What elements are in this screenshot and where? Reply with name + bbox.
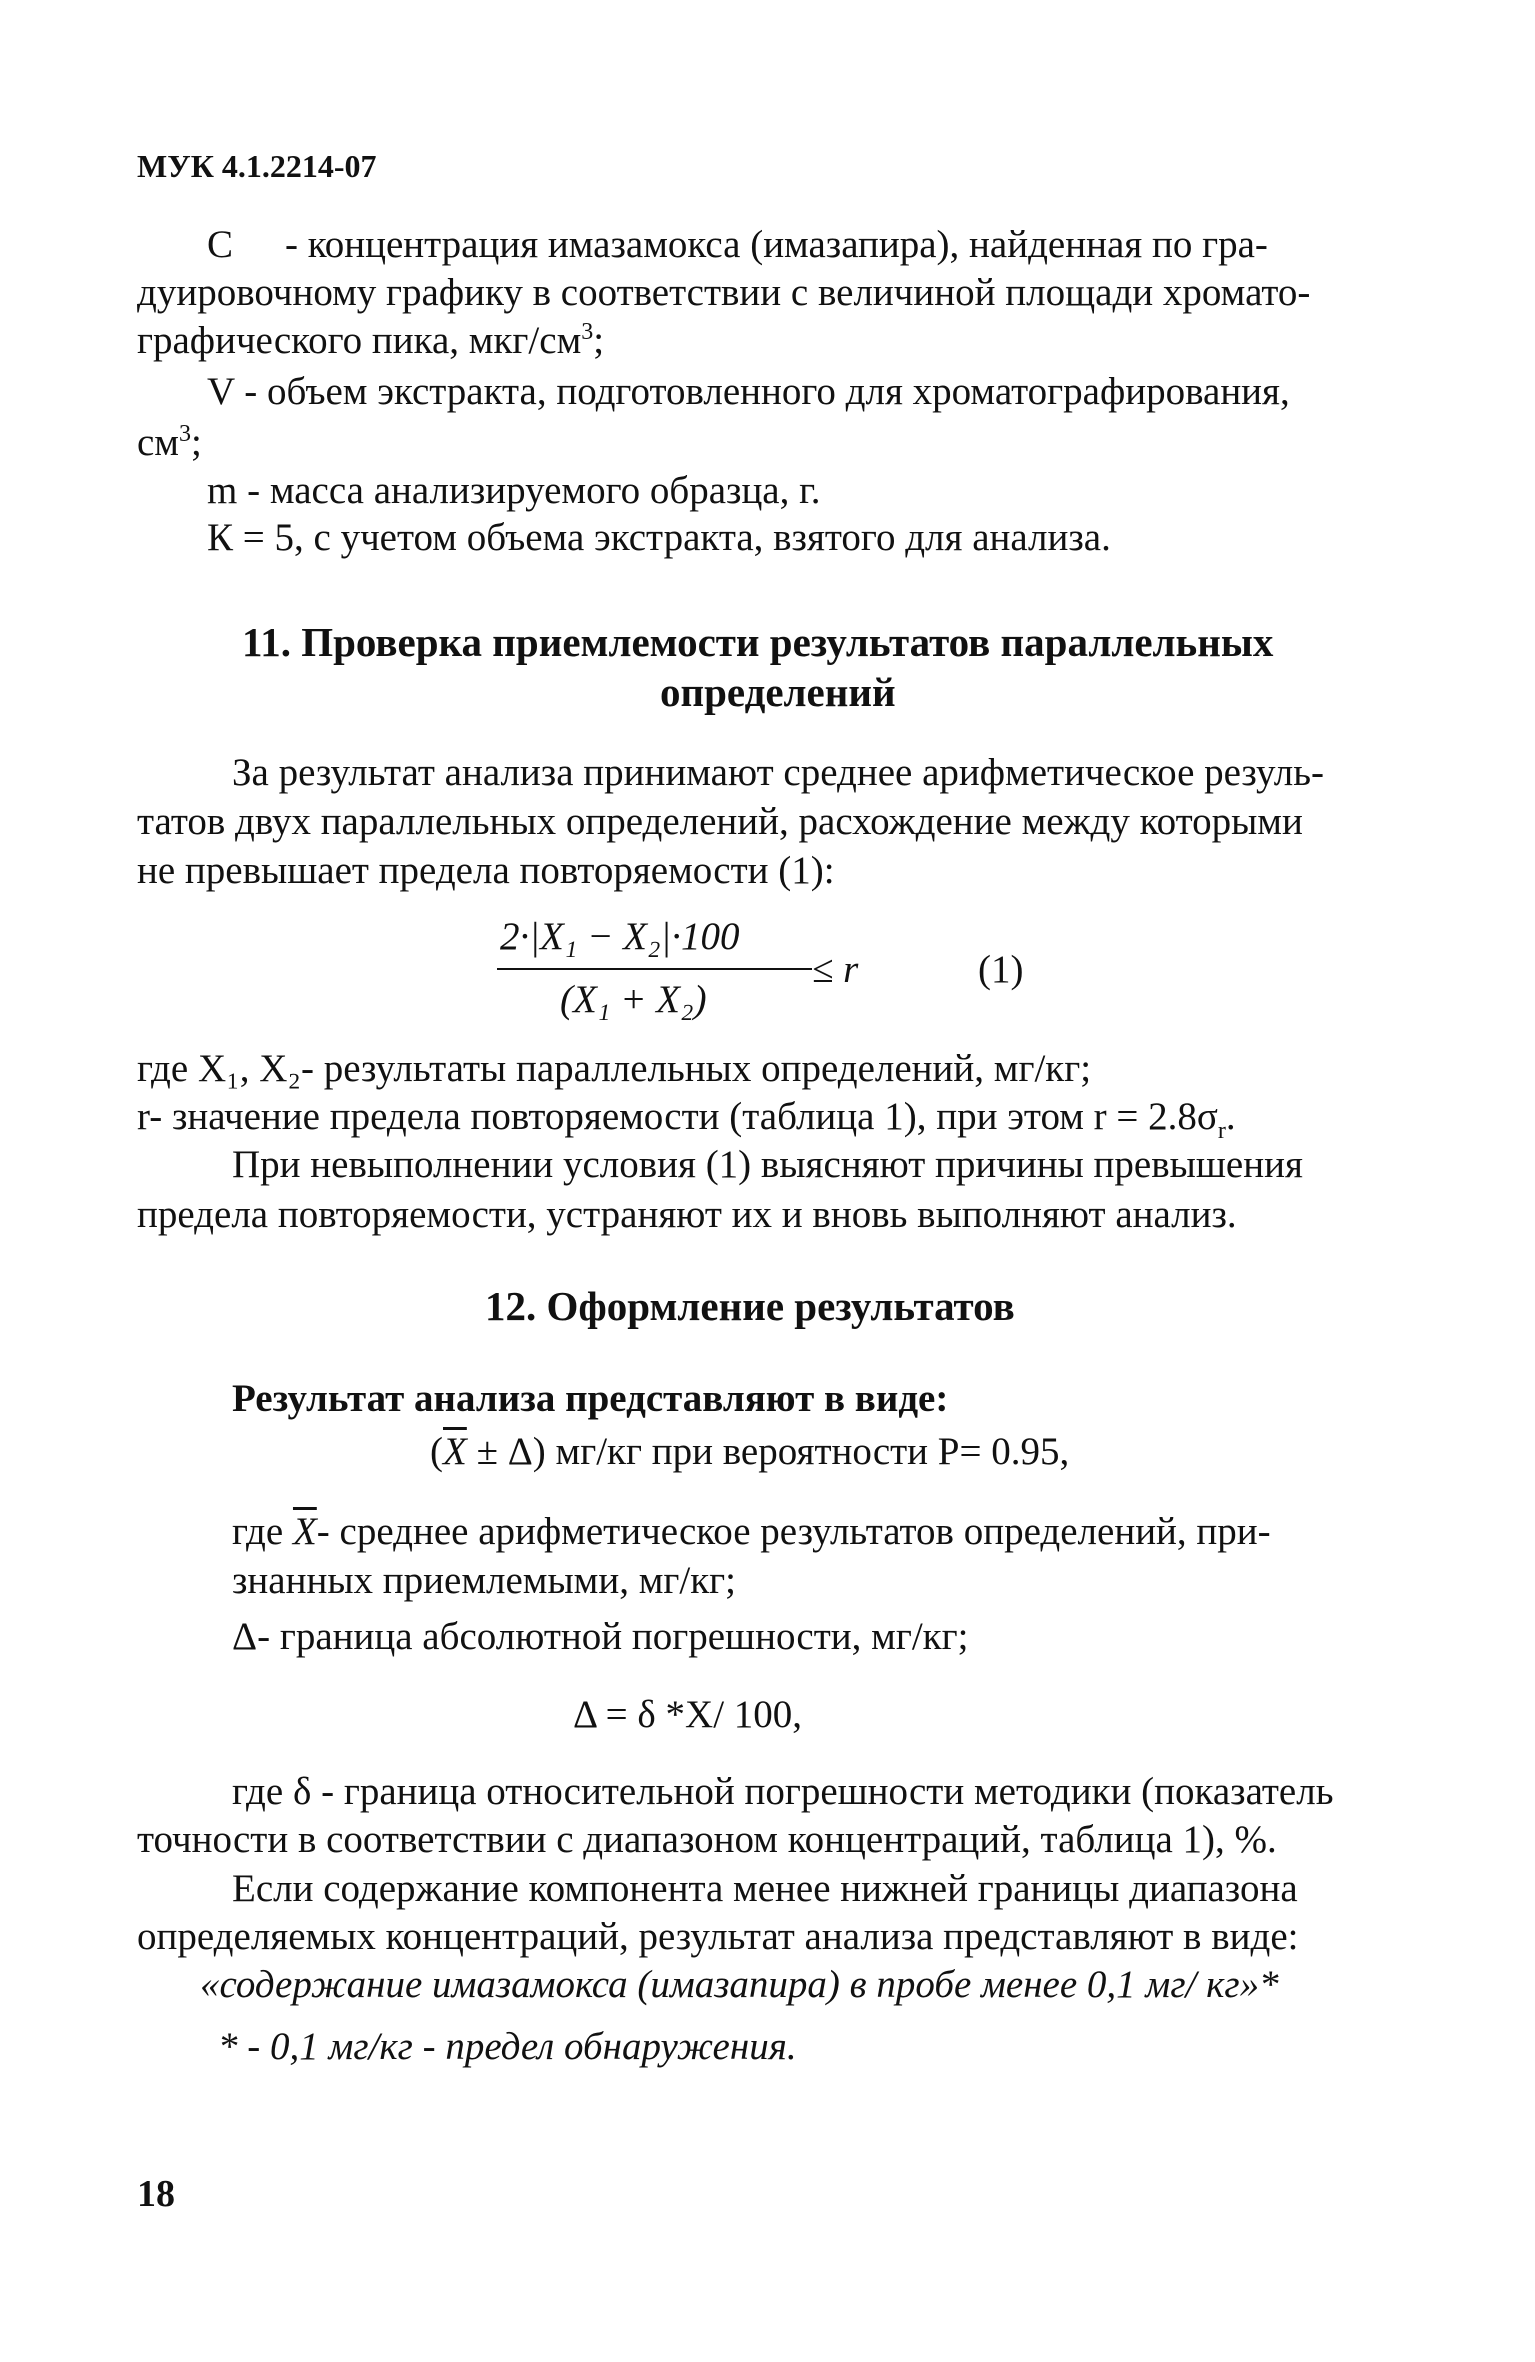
delta-definition: Δ- граница абсолютной погрешности, мг/кг; [232, 1615, 969, 1658]
low-content-line2: определяемых концентраций, результат анализа представляют в виде: [137, 1915, 1299, 1958]
where-x-line2: знанных приемлемыми, мг/кг; [232, 1559, 737, 1602]
formula1-denominator: (X₁ + X₂) [560, 978, 707, 1021]
def-c-symbol: С [207, 223, 234, 266]
def-c-line3: графического пика, мкг/$см^3$; [137, 319, 605, 362]
formula1-label: (1) [978, 948, 1024, 991]
def-v-line1: V - объем экстракта, подготовленного для хроматографирования, [207, 370, 1290, 413]
section11-title-line2: определений [660, 669, 896, 715]
section11-where-line2: r- значение предела повторяемости (таблица 1), при этом $r = 2.8\sigma_r$. [137, 1095, 1236, 1144]
delta-formula: Δ = δ *X/ 100, [573, 1693, 803, 1736]
section12-title: 12. Оформление результатов [485, 1283, 1015, 1329]
document-code: МУК 4.1.2214-07 [137, 148, 377, 184]
def-v-line2: $см^3$; [137, 421, 202, 464]
where-x-line1: где $\overline{X}-$ среднее арифметическое результатов определений, при- [232, 1510, 1271, 1553]
section11-title-line1: 11. Проверка приемлемости результатов параллельных [242, 619, 1274, 665]
page-number: 18 [137, 2173, 175, 2215]
formula1-relation: ≤ r [812, 948, 859, 991]
formula1-numerator: 2·|X₁ − X₂|·100 [500, 915, 740, 958]
def-m-line: m - масса анализируемого образца, г. [207, 469, 821, 512]
def-c-line2: дуировочному графику в соответствии с величиной площади хромато- [137, 271, 1311, 314]
low-content-line1: Если содержание компонента менее нижней границы диапазона [232, 1867, 1298, 1910]
section12-intro: Результат анализа представляют в виде: [232, 1377, 949, 1420]
section11-para-line1: За результат анализа принимают среднее арифметическое резуль- [232, 751, 1325, 794]
section11-para-line2: татов двух параллельных определений, расхождение между которыми [137, 800, 1303, 843]
result-expression: $(\overline{X} \pm \Delta)$ мг/кг при вероятности P= 0.95, [430, 1430, 1070, 1473]
delta-where-line2: точности в соответствии с диапазоном концентраций, таблица 1), %. [137, 1818, 1277, 1861]
low-content-statement: «содержание имазамокса (имазапира) в пробе менее 0,1 мг/ кг»* [200, 1963, 1279, 2006]
section11-where-line1: где X₁, X₂- результаты параллельных определений, мг/кг; [137, 1047, 1092, 1090]
section11-para-line3: не превышает предела повторяемости (1): [137, 849, 835, 892]
section11-fail-line2: предела повторяемости, устраняют их и вновь выполняют анализ. [137, 1193, 1237, 1236]
def-k-line: К = 5, с учетом объема экстракта, взятого для анализа. [207, 516, 1111, 559]
footnote: * - 0,1 мг/кг - предел обнаружения. [218, 2025, 797, 2068]
delta-where-line1: где δ - граница относительной погрешности методики (показатель [232, 1770, 1334, 1813]
def-c-line1: - концентрация имазамокса (имазапира), найденная по гра- [285, 223, 1268, 266]
section11-fail-line1: При невыполнении условия (1) выясняют причины превышения [232, 1143, 1303, 1186]
formula1-fraction-bar [497, 968, 812, 970]
